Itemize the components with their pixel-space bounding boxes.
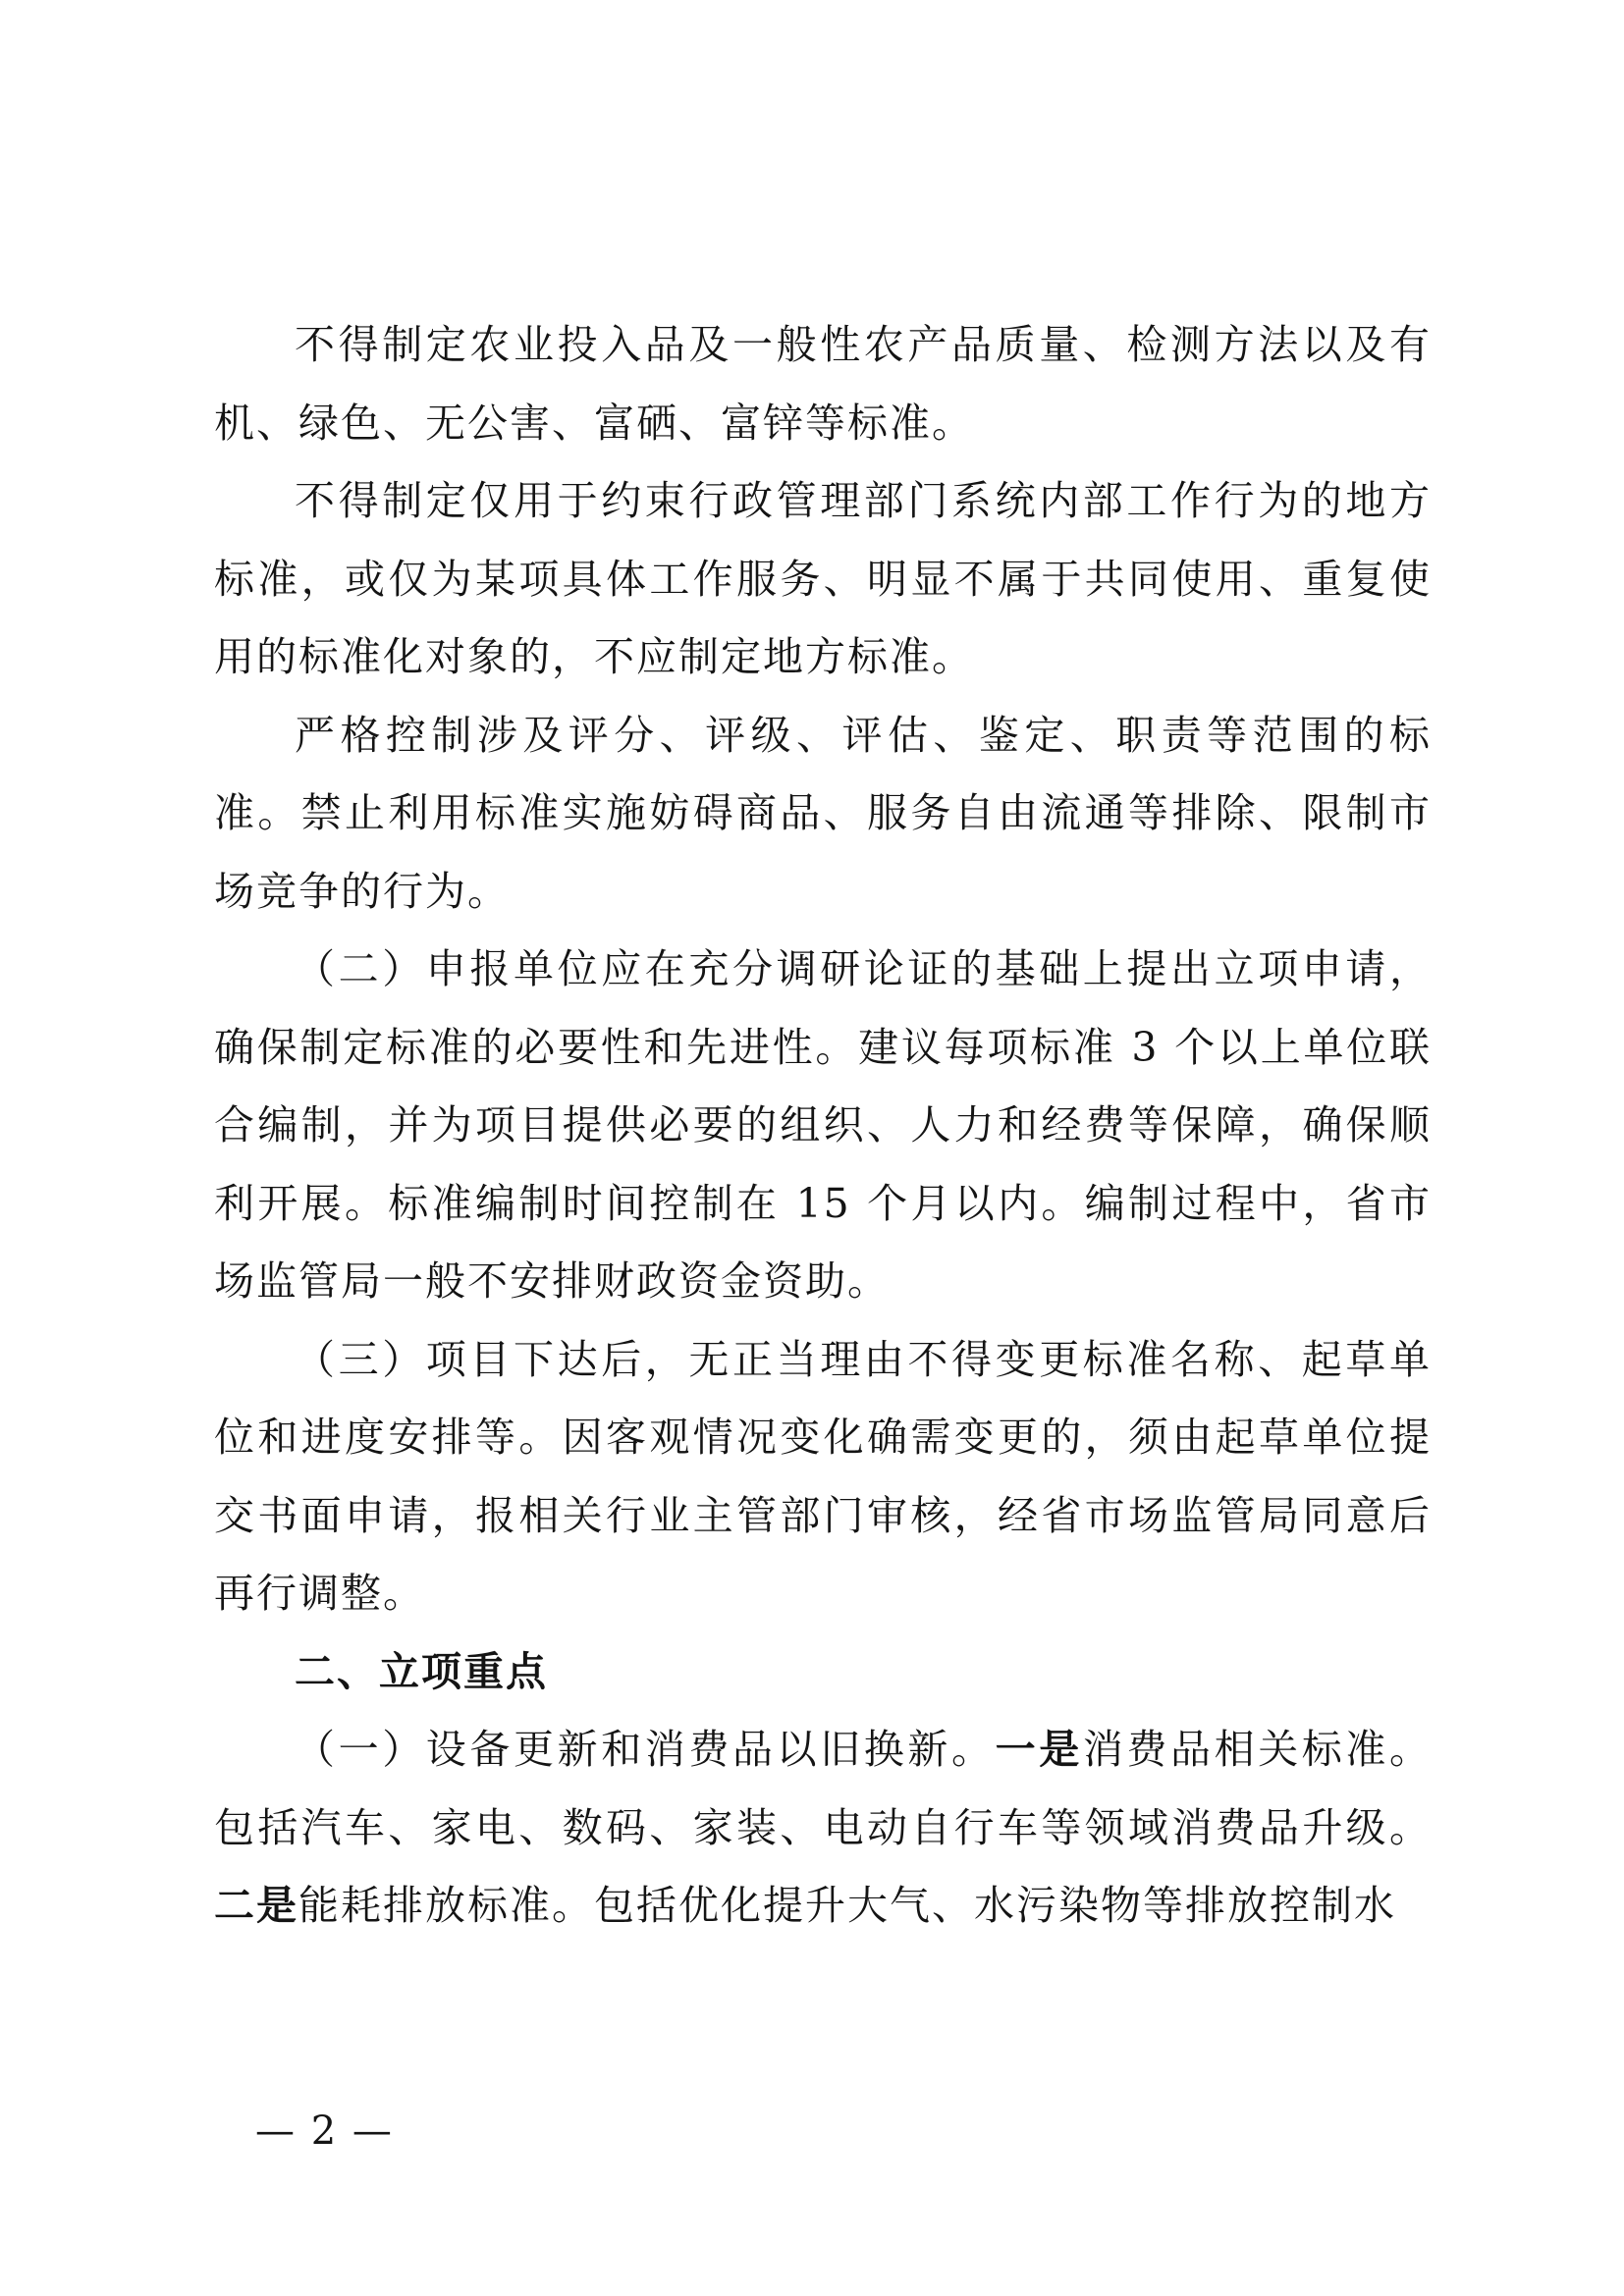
consumer-goods-text: 消费品相关标准。包括汽车、家电、数码、家装、电动自行车等领域消费品升级。	[214, 1726, 1433, 1851]
page-number: — 2 —	[255, 2109, 394, 2154]
subsection-title: （一）设备更新和消费品以旧换新。	[295, 1726, 996, 1773]
section-heading-project-focus: 二、立项重点	[295, 1647, 548, 1695]
lead-first: 一是	[995, 1726, 1083, 1773]
lead-second: 二是	[214, 1882, 298, 1929]
document-body	[214, 306, 1432, 1946]
paragraph-equipment-renewal	[214, 1711, 1432, 1946]
paragraph-section-3: （三）项目下达后，无正当理由不得变更标准名称、起草单位和进度安排等。因客观情况变化确需变更的，须由起草单位提交书面申请，报相关行业主管部门审核，经省市场监管局同意后再行调整。	[214, 1335, 1432, 1617]
paragraph-internal-work-standards: 不得制定仅用于约束行政管理部门系统内部工作行为的地方标准，或仅为某项具体工作服务、明显不属于共同使用、重复使用的标准化对象的，不应制定地方标准。	[214, 477, 1432, 680]
paragraph-strict-control: 严格控制涉及评分、评级、评估、鉴定、职责等范围的标准。禁止利用标准实施妨碍商品、服务自由流通等排除、限制市场竞争的行为。	[214, 711, 1432, 915]
emission-standards-text: 能耗排放标准。包括优化提升大气、水污染物等排放控制水	[298, 1882, 1396, 1929]
paragraph-section-2: （二）申报单位应在充分调研论证的基础上提出立项申请，确保制定标准的必要性和先进性。建议每项标准 3 个以上单位联合编制，并为项目提供必要的组织、人力和经费等保障，确保顺利开展。标准编制时间控制在 15 个月以内。编制过程中，省市场监管局一般不安排财政资金资助。	[214, 945, 1432, 1305]
paragraph-agricultural-standards: 不得制定农业投入品及一般性农产品质量、检测方法以及有机、绿色、无公害、富硒、富锌等标准。	[214, 321, 1432, 447]
